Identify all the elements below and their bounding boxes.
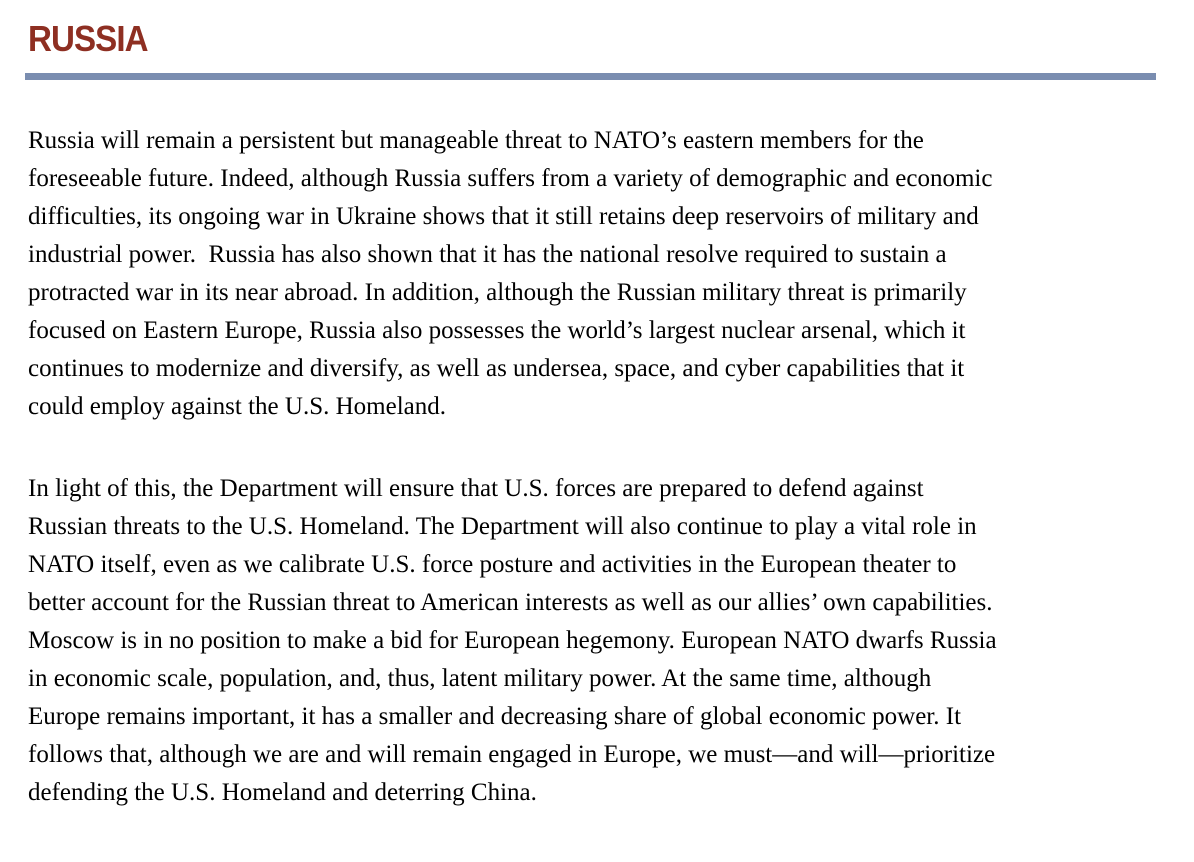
paragraph-line: Russia will remain a persistent but manageable threat to NATO’s eastern members for the [28,127,924,154]
paragraph-department-response [28,470,1168,812]
paragraph-line: continues to modernize and diversify, as well as undersea, space, and cyber capabilities that it [28,355,965,382]
paragraph-line: industrial power. Russia has also shown that it has the national resolve required to sustain a [28,241,947,268]
paragraph-line: foreseeable future. Indeed, although Russia suffers from a variety of demographic and economic [28,165,993,192]
section-title: RUSSIA [28,18,148,59]
paragraph-line: in economic scale, population, and, thus, latent military power. At the same time, although [28,665,932,692]
title-divider [25,73,1156,80]
paragraph-line: protracted war in its near abroad. In addition, although the Russian military threat is primarily [28,279,967,306]
paragraph-line: Europe remains important, it has a smaller and decreasing share of global economic power. It [28,703,962,730]
paragraph-line: difficulties, its ongoing war in Ukraine shows that it still retains deep reservoirs of military and [28,203,979,230]
paragraph-line: In light of this, the Department will ensure that U.S. forces are prepared to defend against [28,475,924,502]
paragraph-line: defending the U.S. Homeland and deterring China. [28,779,537,806]
paragraph-russia-threat [28,122,1168,426]
paragraph-line: Russian threats to the U.S. Homeland. The Department will also continue to play a vital role in [28,513,977,540]
paragraph-line: better account for the Russian threat to American interests as well as our allies’ own capabilities. [28,589,993,616]
paragraph-line: NATO itself, even as we calibrate U.S. force posture and activities in the European theater to [28,551,957,578]
paragraph-line: Moscow is in no position to make a bid for European hegemony. European NATO dwarfs Russia [28,627,997,654]
paragraph-line: focused on Eastern Europe, Russia also possesses the world’s largest nuclear arsenal, which it [28,317,966,344]
paragraph-line: follows that, although we are and will remain engaged in Europe, we must—and will—prioritize [28,741,996,768]
paragraph-line: could employ against the U.S. Homeland. [28,393,446,420]
